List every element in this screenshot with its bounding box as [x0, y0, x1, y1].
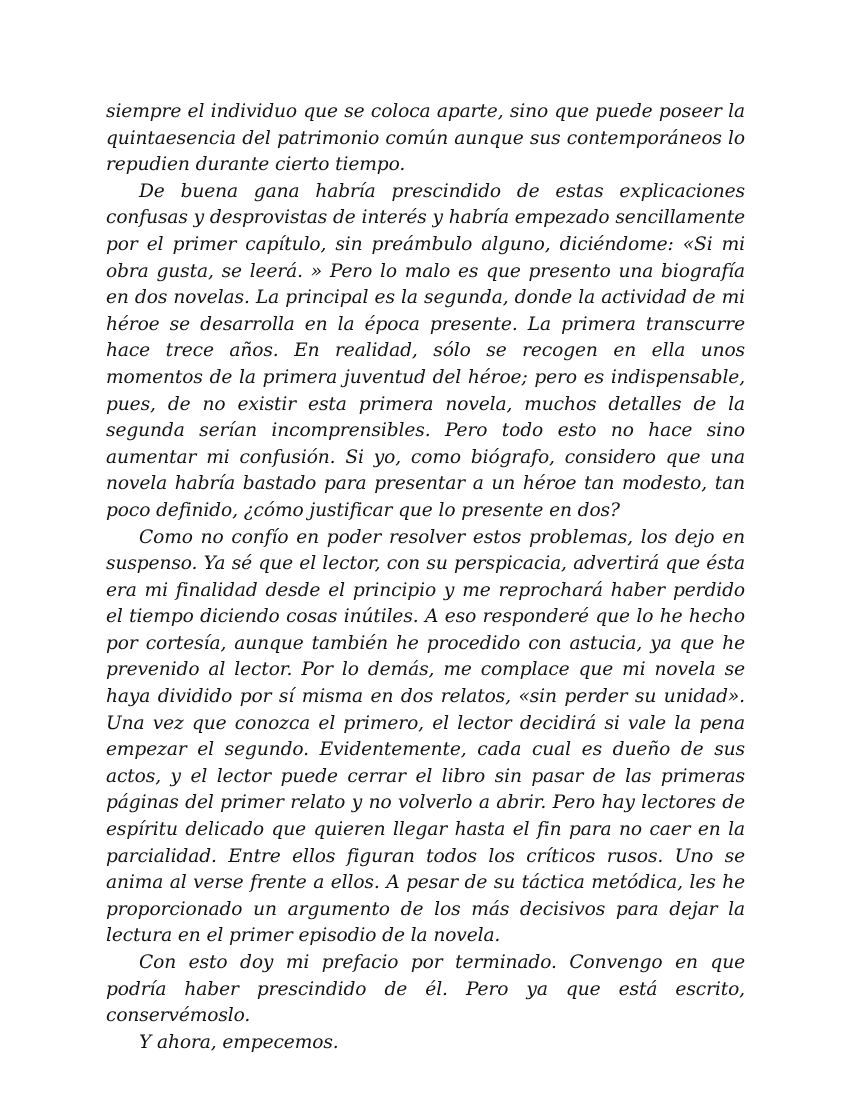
- paragraph: Con esto doy mi prefacio por terminado. Convengo en que podría haber prescindido de él. Pero ya que está escrito, conservémoslo.: [106, 952, 745, 1027]
- page-text-block: [106, 99, 745, 1056]
- paragraph: Y ahora, empecemos.: [139, 1031, 339, 1053]
- paragraph: Como no confío en poder resolver estos problemas, los dejo en suspenso. Ya sé que el lector, con su perspicacia, advertirá que ésta era mi finalidad desde el principio y me reprochará haber perdido el tiempo diciendo cosas inútiles. A eso responderé que lo he hecho por cortesía, aunque también he procedido con astucia, ya que he prevenido al lector. Por lo demás, me complace que mi novela se haya dividido por sí misma en dos relatos, «sin perder su unidad». Una vez que conozca el primero, el lector decidirá si vale la pena empezar el segundo. Evidentemente, cada cual es dueño de sus actos, y el lector puede cerrar el libro sin pasar de las primeras páginas del primer relato y no volverlo a abrir. Pero hay lectores de espíritu delicado que quieren llegar hasta el fin para no caer en la parcialidad. Entre ellos figuran todos los críticos rusos. Uno se anima al verse frente a ellos. A pesar de su táctica metódica, les he proporcionado un argumento de los más decisivos para dejar la lectura en el primer episodio de la novela.: [106, 526, 745, 947]
- paragraph-continuation: siempre el individuo que se coloca aparte, sino que puede poseer la quintaesencia del patrimonio común aunque sus contemporáneos lo repudien durante cierto tiempo.: [106, 101, 745, 176]
- paragraph: De buena gana habría prescindido de estas explicaciones confusas y desprovistas de interés y habría empezado sencillamente por el primer capítulo, sin preámbulo alguno, diciéndome: «Si mi obra gusta, se leerá. » Pero lo malo es que presento una biografía en dos novelas. La principal es la segunda, donde la actividad de mi héroe se desarrolla en la época presente. La primera transcurre hace trece años. En realidad, sólo se recogen en ella unos momentos de la primera juventud del héroe; pero es indispensable, pues, de no existir esta primera novela, muchos detalles de la segunda serían incomprensibles. Pero todo esto no hace sino aumentar mi confusión. Si yo, como biógrafo, considero que una novela habría bastado para presentar a un héroe tan modesto, tan poco definido, ¿cómo justificar que lo presente en dos?: [106, 180, 745, 521]
